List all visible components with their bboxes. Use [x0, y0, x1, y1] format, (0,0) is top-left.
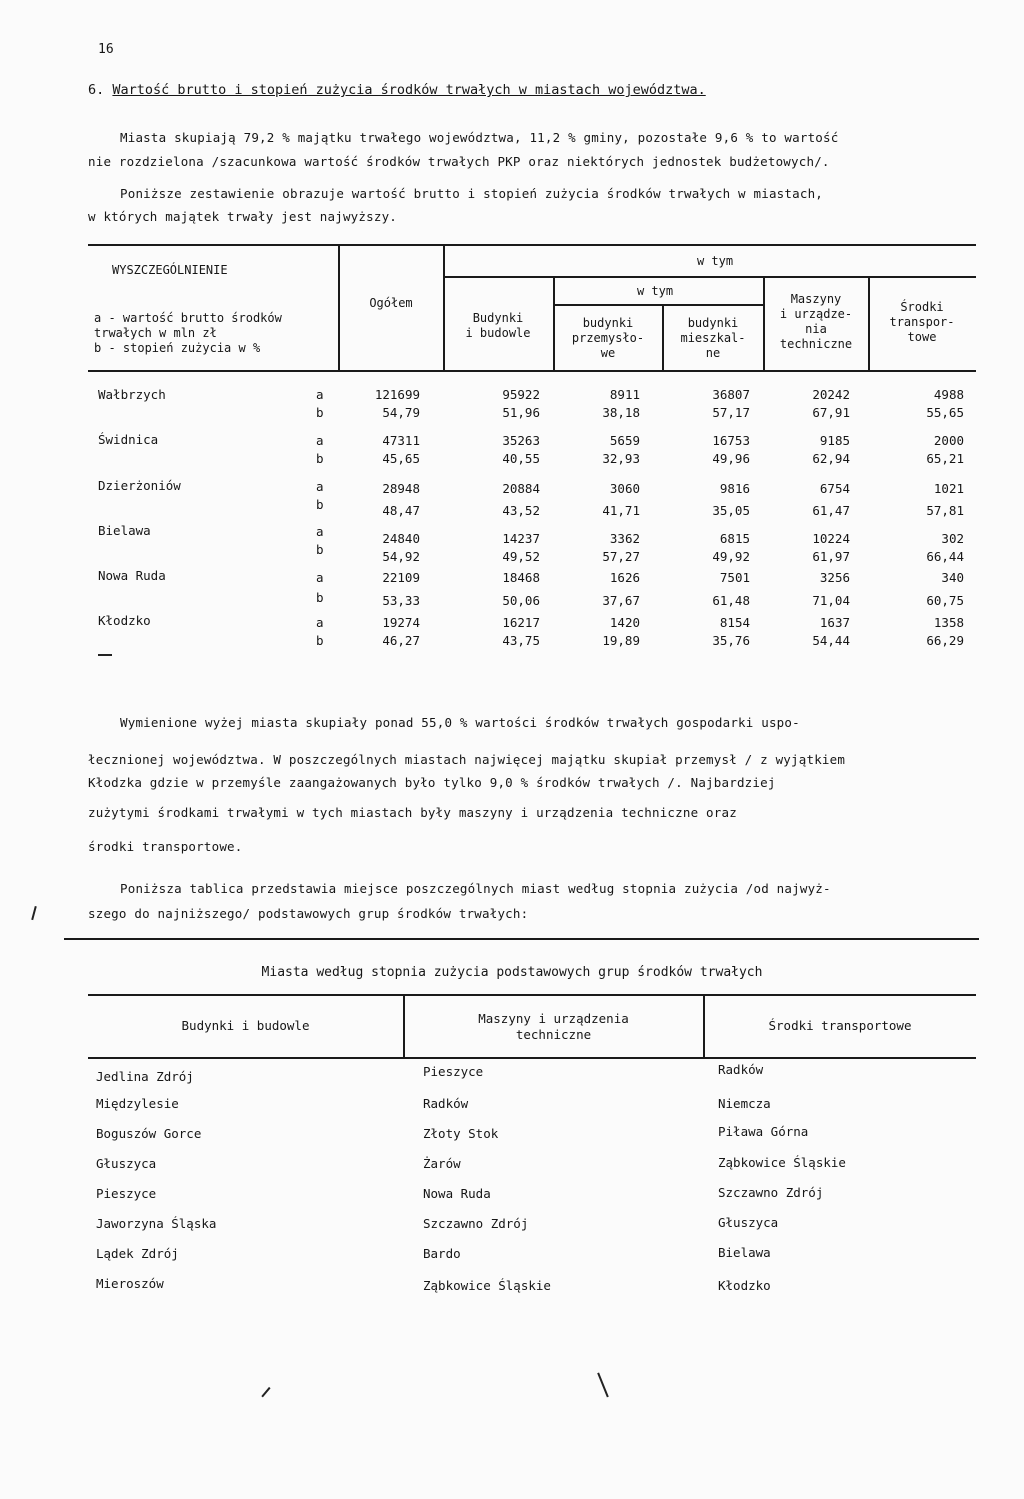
section-title-text: Wartość brutto i stopień zużycia środków trwałych w miastach województwa.	[112, 82, 706, 98]
row-industrial: 5659 32,93	[602, 433, 640, 466]
table1-head-wtym2: w tym	[636, 284, 674, 298]
cell-buildings: Mieroszów	[96, 1276, 164, 1291]
cell-machines: Radków	[423, 1096, 469, 1111]
para2-line-2: łecznionej województwa. W poszczególnych miastach najwięcej majątku skupiał przemysł / z wyjątkiem	[88, 752, 846, 767]
cell-transport: Głuszyca	[718, 1215, 779, 1230]
intro-line-2: nie rozdzielona /szacunkowa wartość środków trwałych PKP oraz niektórych jednostek budżetowych/.	[88, 154, 830, 169]
row-ab: a b	[316, 479, 324, 512]
table1-vrule-2	[443, 244, 445, 370]
intro-line-3: Poniższe zestawienie obrazuje wartość brutto i stopień zużycia środków trwałych w miastach,	[120, 186, 824, 201]
table2-head-buildings: Budynki i budowle	[181, 1018, 310, 1033]
row-industrial: 3060 41,71	[602, 481, 640, 518]
table2-title-rule	[88, 994, 976, 996]
row-transport: 2000 65,21	[926, 433, 964, 466]
table1-vrule-3	[553, 276, 555, 370]
cell-buildings: Głuszyca	[96, 1156, 157, 1171]
row-total: 121699 54,79	[374, 387, 420, 420]
para2-line-4: zużytymi środkami trwałymi w tych miastach były maszyny i urządzenia techniczne oraz	[88, 805, 737, 820]
row-residential: 6815 49,92	[712, 531, 750, 564]
cell-machines: Złoty Stok	[423, 1126, 499, 1141]
table1-head-spec: WYSZCZEGÓLNIENIE	[112, 263, 228, 277]
section-title	[88, 82, 706, 98]
row-total: 47311 45,65	[382, 433, 420, 466]
row-residential: 7501 61,48	[712, 570, 750, 608]
row-residential: 36807 57,17	[712, 387, 750, 420]
row-total: 22109 53,33	[382, 570, 420, 608]
cell-machines: Szczawno Zdrój	[423, 1216, 529, 1231]
table2-top-rule	[64, 938, 979, 940]
cell-machines: Żarów	[423, 1156, 461, 1171]
row-transport: 340 60,75	[926, 570, 964, 608]
row-ab: a b	[316, 524, 324, 557]
row-total: 28948 48,47	[382, 481, 420, 518]
row-buildings: 16217 43,75	[502, 615, 540, 648]
table1-head-wtym: w tym	[696, 254, 734, 268]
table1-top-rule	[88, 244, 976, 246]
table2-head-transport: Środki transportowe	[768, 1018, 912, 1033]
table1-head-machines: Maszyny i urządze- nia techniczne	[779, 292, 853, 351]
cell-transport: Bielawa	[718, 1245, 771, 1260]
row-city: Dzierżoniów	[98, 478, 181, 493]
row-city: Świdnica	[98, 432, 159, 447]
cell-transport: Szczawno Zdrój	[718, 1185, 824, 1200]
row-residential: 9816 35,05	[712, 481, 750, 518]
row-total: 19274 46,27	[382, 615, 420, 648]
cell-buildings: Pieszyce	[96, 1186, 157, 1201]
table1-head-total: Ogółem	[369, 296, 413, 310]
row-residential: 16753 49,96	[712, 433, 750, 466]
cell-transport: Kłodzko	[718, 1278, 771, 1293]
row-ab: a b	[316, 387, 324, 420]
scan-dash-mark	[98, 654, 112, 656]
table1-head-industrial: budynki przemysło- we	[571, 316, 645, 360]
para2-line-3: Kłodzka gdzie w przemyśle zaangażowanych było tylko 9,0 % środków trwałych /. Najbardziej	[88, 775, 776, 790]
para2-line-1: Wymienione wyżej miasta skupiały ponad 55,0 % wartości środków trwałych gospodarki uspo-	[120, 715, 800, 730]
row-industrial: 8911 38,18	[602, 387, 640, 420]
row-machines: 6754 61,47	[812, 481, 850, 518]
cell-machines: Bardo	[423, 1246, 461, 1261]
row-machines: 1637 54,44	[812, 615, 850, 648]
row-machines: 3256 71,04	[812, 570, 850, 608]
row-city: Kłodzko	[98, 613, 151, 628]
intro-line-4: w których majątek trwały jest najwyższy.	[88, 209, 398, 224]
cell-machines: Nowa Ruda	[423, 1186, 491, 1201]
cell-transport: Radków	[718, 1062, 764, 1077]
row-ab: a b	[316, 433, 324, 466]
scan-stroke-mark	[261, 1387, 270, 1397]
table1-vrule-4	[662, 304, 664, 370]
cell-machines: Ząbkowice Śląskie	[423, 1278, 551, 1293]
cell-buildings: Boguszów Gorce	[96, 1126, 202, 1141]
scan-stroke-mark	[597, 1373, 608, 1398]
row-transport: 1358 66,29	[926, 615, 964, 648]
para3-line-1: Poniższa tablica przedstawia miejsce poszczególnych miast według stopnia zużycia /od najwyż-	[120, 881, 831, 896]
row-machines: 9185 62,94	[812, 433, 850, 466]
table2-header-rule	[88, 1057, 976, 1059]
para2-line-5: środki transportowe.	[88, 839, 243, 854]
row-transport: 1021 57,81	[926, 481, 964, 518]
cell-transport: Ząbkowice Śląskie	[718, 1155, 846, 1170]
cell-buildings: Jedlina Zdrój	[96, 1069, 194, 1084]
section-number: 6.	[88, 82, 105, 98]
table1-header-bottom-rule	[88, 370, 976, 372]
cell-buildings: Lądek Zdrój	[96, 1246, 179, 1261]
row-buildings: 95922 51,96	[502, 387, 540, 420]
row-machines: 10224 61,97	[812, 531, 850, 564]
row-ab: a b	[316, 570, 324, 605]
row-ab: a b	[316, 615, 324, 648]
row-machines: 20242 67,91	[812, 387, 850, 420]
row-total: 24840 54,92	[382, 531, 420, 564]
cell-transport: Niemcza	[718, 1096, 771, 1111]
row-buildings: 14237 49,52	[502, 531, 540, 564]
cell-buildings: Jaworzyna Śląska	[96, 1216, 217, 1231]
page-number: 16	[98, 42, 114, 57]
scan-stroke-mark	[31, 906, 36, 920]
table1-vrule-1	[338, 244, 340, 370]
table1-head-residential: budynki mieszkal- ne	[680, 316, 746, 360]
cell-machines: Pieszyce	[423, 1064, 484, 1079]
row-buildings: 35263 40,55	[502, 433, 540, 466]
row-city: Wałbrzych	[98, 387, 166, 402]
table1-head-buildings: Budynki i budowle	[465, 311, 531, 340]
row-buildings: 18468 50,06	[502, 570, 540, 608]
table1-head-transport: Środki transpor- towe	[889, 300, 955, 344]
row-industrial: 1626 37,67	[602, 570, 640, 608]
cell-transport: Piława Górna	[718, 1124, 809, 1139]
row-buildings: 20884 43,52	[502, 481, 540, 518]
cell-buildings: Międzylesie	[96, 1096, 179, 1111]
table1-wtym2-rule	[553, 304, 763, 306]
intro-line-1: Miasta skupiają 79,2 % majątku trwałego województwa, 11,2 % gminy, pozostałe 9,6 % to wartość	[120, 130, 839, 145]
row-transport: 4988 55,65	[926, 387, 964, 420]
row-transport: 302 66,44	[926, 531, 964, 564]
table1-head-legend: a - wartość brutto środków trwałych w mln zł b - stopień zużycia w %	[94, 311, 282, 355]
row-industrial: 3362 57,27	[602, 531, 640, 564]
table1-wtym-rule	[443, 276, 976, 278]
table2-head-machines: Maszyny i urządzenia techniczne	[478, 1011, 629, 1042]
row-residential: 8154 35,76	[712, 615, 750, 648]
para3-line-2: szego do najniższego/ podstawowych grup środków trwałych:	[88, 906, 529, 921]
row-city: Nowa Ruda	[98, 568, 166, 583]
row-city: Bielawa	[98, 523, 151, 538]
table2-title: Miasta według stopnia zużycia podstawowych grup środków trwałych	[261, 965, 763, 980]
row-industrial: 1420 19,89	[602, 615, 640, 648]
